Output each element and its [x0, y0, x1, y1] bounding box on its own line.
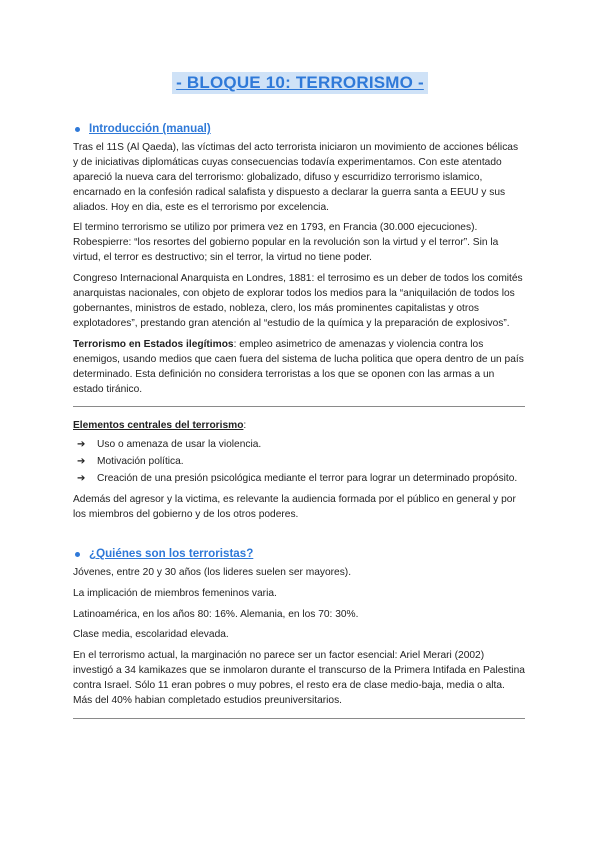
arrow-right-icon: ➔	[77, 456, 86, 468]
subheading-elementos: Elementos centrales del terrorismo	[73, 420, 244, 432]
section-heading-terroristas	[73, 547, 525, 562]
list-item-text: Creación de una presión psicológica mediante el terror para lograr un determinado propósito.	[97, 473, 518, 485]
elements-list	[73, 438, 525, 487]
definition-term: Terrorismo en Estados ilegítimos	[73, 338, 234, 350]
paragraph: En el terrorismo actual, la marginación no parece ser un factor esencial: Ariel Merari (2002) investigó a 34 kamikazes que se inmolaron durante el transcurso de la Primera Intifada en Palestina contra Israel. Sólo 11 eran pobres o muy pobres, el resto era de clase medio-baja, media o alta. Más del 40% habian completado estudios preuniversitarios.	[73, 650, 525, 707]
page-title-wrap	[0, 72, 600, 94]
bullet-dot-icon	[75, 552, 80, 557]
list-item	[73, 472, 525, 487]
list-item	[73, 455, 525, 470]
spacer	[73, 529, 525, 547]
list-item-text: Motivación política.	[97, 456, 184, 468]
paragraph: Congreso Internacional Anarquista en Londres, 1881: el terrosimo es un deber de todos los comités anarquistas nacionales, con objeto de explorar todos los medios para la “aniquilación de todos los gobernantes, ministros de estado, nobleza, clero, los más prominentes capitalistas y otros explotadores”, prestando gran atención al “estudio de la química y la preparación de explosivos”.	[73, 273, 523, 329]
paragraph: Latinoamérica, en los años 80: 16%. Alemania, en los 70: 30%.	[73, 608, 359, 620]
paragraph: El termino terrorismo se utilizo por primera vez en 1793, en Francia (30.000 ejecuciones). Robespierre: “los resortes del gobierno popular en la revolución son la virtud y el terror”. Sin la virtud, el terror es destructivo; sin el terror, la virtud no tiene poder.	[73, 222, 499, 264]
document-body	[73, 122, 525, 731]
list-item-text: Uso o amenaza de usar la violencia.	[97, 439, 262, 451]
section-heading-introduccion	[73, 122, 525, 137]
divider	[73, 406, 525, 407]
subheading-colon: :	[243, 420, 247, 432]
bullet-dot-icon	[75, 127, 80, 132]
list-item	[73, 438, 525, 453]
paragraph: Además del agresor y la victima, es relevante la audiencia formada por el público en general y por los miembros del gobierno y de los otros poderes.	[73, 494, 516, 520]
subheading-line	[73, 419, 525, 434]
section-heading-text: Introducción (manual)	[89, 122, 211, 135]
paragraph: Clase media, escolaridad elevada.	[73, 629, 229, 641]
arrow-right-icon: ➔	[77, 473, 86, 485]
paragraph-definition	[73, 338, 525, 398]
arrow-right-icon: ➔	[77, 439, 86, 451]
paragraph: Tras el 11S (Al Qaeda), las víctimas del acto terrorista iniciaron un movimiento de acciones bélicas y de iniciativas diplomáticas cuyas consecuencias todavía experimentamos. Con este atentado apareció la nueva cara del terrorismo: globalizado, difuso y escurridizo terrorismo islamico, encarnado en la confesión radical salafista y dispuesto a declarar la guerra santa a EEUU y sus aliados. Hoy en dia, este es el terrorismo por excelencia.	[73, 141, 519, 213]
definition-text: : empleo asimetrico de amenazas y violencia contra los enemigos, usando medios que caen fuera del sistema de lucha politica que opera dentro de un país determinado. Esta definición no considera terroristas a los que se oponen con las armas a un estado tiránico.	[73, 338, 524, 395]
divider	[73, 718, 525, 719]
paragraph: La implicación de miembros femeninos varia.	[73, 587, 277, 599]
section-heading-text: ¿Quiénes son los terroristas?	[89, 546, 254, 560]
page-title: - BLOQUE 10: TERRORISMO -	[172, 72, 428, 94]
paragraph: Jóvenes, entre 20 y 30 años (los lideres suelen ser mayores).	[73, 566, 352, 578]
